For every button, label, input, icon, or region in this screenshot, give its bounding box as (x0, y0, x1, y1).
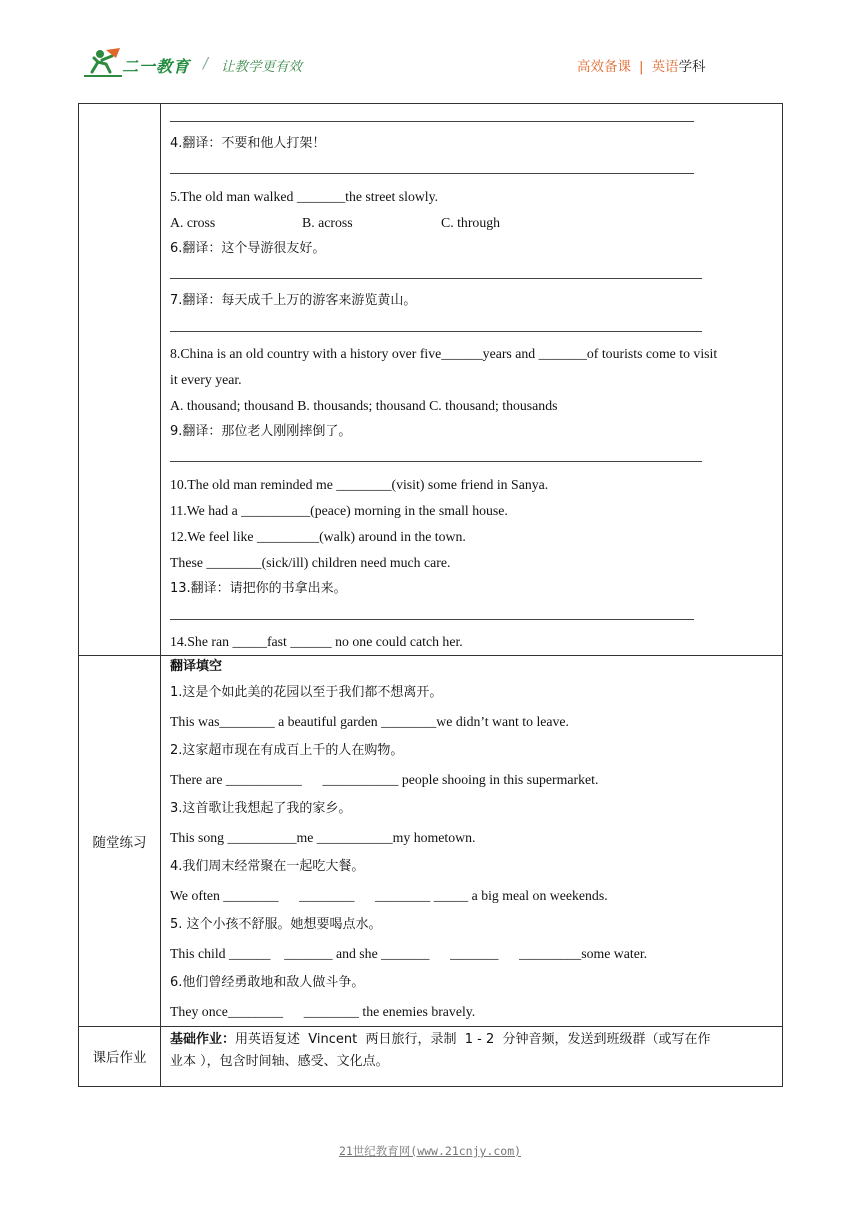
homework-text-1: 用英语复述 Vincent 两日旅行，录制 1 - 2 分钟音频，发送到班级群（或写在作 (235, 1031, 711, 1047)
homework-row (79, 1026, 783, 1086)
practice-item: 3.这首歌让我想起了我的家乡。 (170, 800, 352, 816)
practice-cell (161, 655, 783, 1026)
header-subject (577, 55, 706, 75)
answer-line (170, 603, 776, 629)
page-header (0, 0, 860, 100)
answer-line (170, 315, 776, 341)
lesson-table (78, 103, 783, 1087)
choice-a: A. cross (170, 214, 216, 230)
practice-item: 6.他们曾经勇敢地和敌人做斗争。 (170, 974, 365, 990)
practice-item: This song __________me ___________my hometown. (170, 829, 476, 845)
homework-line-1 (170, 1029, 776, 1051)
exercise-item: 9.翻译：那位老人刚刚摔倒了。 (170, 424, 352, 440)
practice-item: We often ________ ________ ________ _____ a big meal on weekends. (170, 887, 608, 903)
answer-line (170, 105, 776, 131)
choice-c: C. through (441, 214, 501, 230)
exercise-item: A. thousand; thousand B. thousands; thousand C. thousand; thousands (170, 398, 558, 414)
practice-item: There are ___________ ___________ people shooing in this supermarket. (170, 771, 599, 787)
exercise-row (79, 104, 783, 656)
homework-text-2: 业本 ），包含时间轴、感受、文化点。 (170, 1053, 389, 1069)
answer-line (170, 157, 776, 183)
homework-bold-label: 基础作业： (170, 1031, 236, 1047)
practice-item: This was________ a beautiful garden ________we didn’t want to leave. (170, 713, 569, 729)
logo-text: 二一教育 (122, 57, 191, 76)
header-tag: 高效备课 (577, 59, 631, 75)
page-footer (0, 1143, 860, 1159)
practice-heading: 翻译填空 (170, 658, 223, 674)
practice-item: 5. 这个小孩不舒服。她想要喝点水。 (170, 916, 382, 932)
practice-item: 4.我们周末经常聚在一起吃大餐。 (170, 858, 365, 874)
practice-label: 随堂练习 (79, 655, 161, 1026)
exercise-item: 12.We feel like _________(walk) around in the town. (170, 529, 466, 544)
choice-options (170, 210, 776, 236)
exercise-item: 4.翻译：不要和他人打架！ (170, 136, 326, 152)
practice-item: 2.这家超市现在有成百上千的人在购物。 (170, 742, 404, 758)
empty-label-cell (79, 104, 161, 656)
exercise-cell (161, 104, 783, 656)
exercise-item: 14.She ran _____fast ______ no one could catch her. (170, 633, 463, 649)
exercise-item: These ________(sick/ill) children need much care. (170, 555, 451, 571)
header-subject-suffix: 学科 (678, 59, 706, 75)
footer-link[interactable]: 21世纪教育网(www.21cnjy.com) (338, 1144, 522, 1158)
homework-label: 课后作业 (79, 1026, 161, 1086)
header-subject-name: 英语 (651, 59, 679, 75)
exercise-item: 8.China is an old country with a history over five______years and _______of tourists come to visit (170, 345, 718, 361)
practice-item: They once________ ________ the enemies bravely. (170, 1003, 476, 1019)
answer-line (170, 445, 776, 471)
practice-item: 1.这是个如此美的花园以至于我们都不想离开。 (170, 684, 443, 700)
practice-item: This child ______ _______ and she _______ _______ _________some water. (170, 945, 648, 961)
exercise-item: 11.We had a __________(peace) morning in the small house. (170, 502, 508, 518)
homework-cell (161, 1026, 783, 1086)
exercise-item: 10.The old man reminded me ________(visit) some friend in Sanya. (170, 476, 549, 492)
header-separator: | (639, 59, 644, 75)
exercise-item: 6.翻译：这个导游很友好。 (170, 240, 326, 256)
practice-row (79, 655, 783, 1026)
exercise-item: it every year. (170, 371, 242, 387)
choice-b: B. across (302, 214, 353, 230)
header-divider: / (203, 54, 209, 72)
header-slogan: 让教学更有效 (221, 59, 302, 75)
answer-line (170, 262, 776, 288)
exercise-item: 7.翻译：每天成千上万的游客来游览黄山。 (170, 293, 417, 309)
exercise-item: 5.The old man walked _______the street slowly. (170, 188, 439, 204)
exercise-item: 13.翻译：请把你的书拿出来。 (170, 581, 347, 597)
